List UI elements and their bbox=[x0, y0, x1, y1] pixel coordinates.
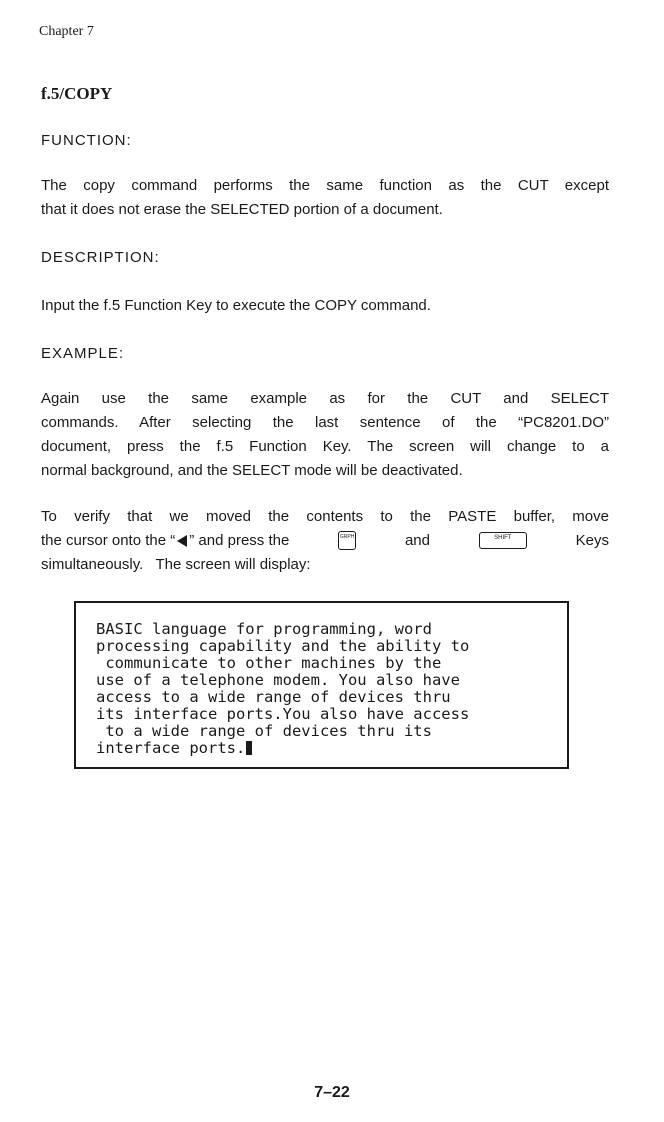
text-fragment-after: Keys bbox=[575, 532, 609, 549]
text-line: simultaneously. The screen will display: bbox=[41, 556, 311, 573]
text-line: commands. After selecting the last sentence of the “PC8201.DO” bbox=[41, 414, 609, 431]
text-line-with-keys bbox=[41, 529, 609, 553]
screen-line: BASIC language for programming, word bbox=[96, 620, 432, 638]
text-line: The copy command performs the same function as the CUT except bbox=[41, 177, 609, 194]
function-heading: FUNCTION: bbox=[41, 132, 132, 149]
screen-line: use of a telephone modem. You also have bbox=[96, 671, 460, 689]
text-cursor bbox=[246, 741, 252, 755]
text-fragment-and: and bbox=[404, 532, 430, 549]
example-paragraph-1 bbox=[41, 387, 609, 483]
screen-line: its interface ports.You also have access bbox=[96, 705, 470, 723]
key-label: GRPH bbox=[339, 533, 355, 540]
chapter-label: Chapter 7 bbox=[39, 24, 94, 39]
screen-line: interface ports. bbox=[96, 739, 246, 757]
screen-line: access to a wide range of devices thru bbox=[96, 688, 451, 706]
page-number: 7–22 bbox=[314, 1084, 350, 1101]
screen-display-text bbox=[96, 621, 469, 757]
text-line: Input the f.5 Function Key to execute the COPY command. bbox=[41, 297, 431, 314]
description-paragraph bbox=[41, 294, 609, 318]
grph-key-icon bbox=[338, 531, 356, 550]
left-arrow-icon bbox=[177, 535, 187, 547]
example-heading: EXAMPLE: bbox=[41, 345, 125, 362]
screen-line: communicate to other machines by the bbox=[96, 654, 442, 672]
screen-line: processing capability and the ability to bbox=[96, 637, 470, 655]
function-paragraph bbox=[41, 174, 609, 222]
screen-line: to a wide range of devices thru its bbox=[96, 722, 432, 740]
text-line: document, press the f.5 Function Key. The screen will change to a bbox=[41, 438, 609, 455]
text-line: normal background, and the SELECT mode will be deactivated. bbox=[41, 462, 463, 479]
text-line: that it does not erase the SELECTED portion of a document. bbox=[41, 201, 443, 218]
screen-display-box bbox=[74, 601, 569, 769]
text-line: Again use the same example as for the CUT and SELECT bbox=[41, 390, 609, 407]
text-fragment bbox=[41, 529, 289, 553]
section-title: f.5/COPY bbox=[41, 84, 113, 103]
text-fragment-before: the cursor onto the “ bbox=[41, 532, 176, 549]
shift-key-icon: SHIFT bbox=[479, 532, 527, 549]
description-heading: DESCRIPTION: bbox=[41, 249, 160, 266]
text-fragment-mid: ” and press the bbox=[189, 532, 290, 549]
text-line: To verify that we moved the contents to the PASTE buffer, move bbox=[41, 508, 609, 525]
example-paragraph-2 bbox=[41, 505, 609, 577]
